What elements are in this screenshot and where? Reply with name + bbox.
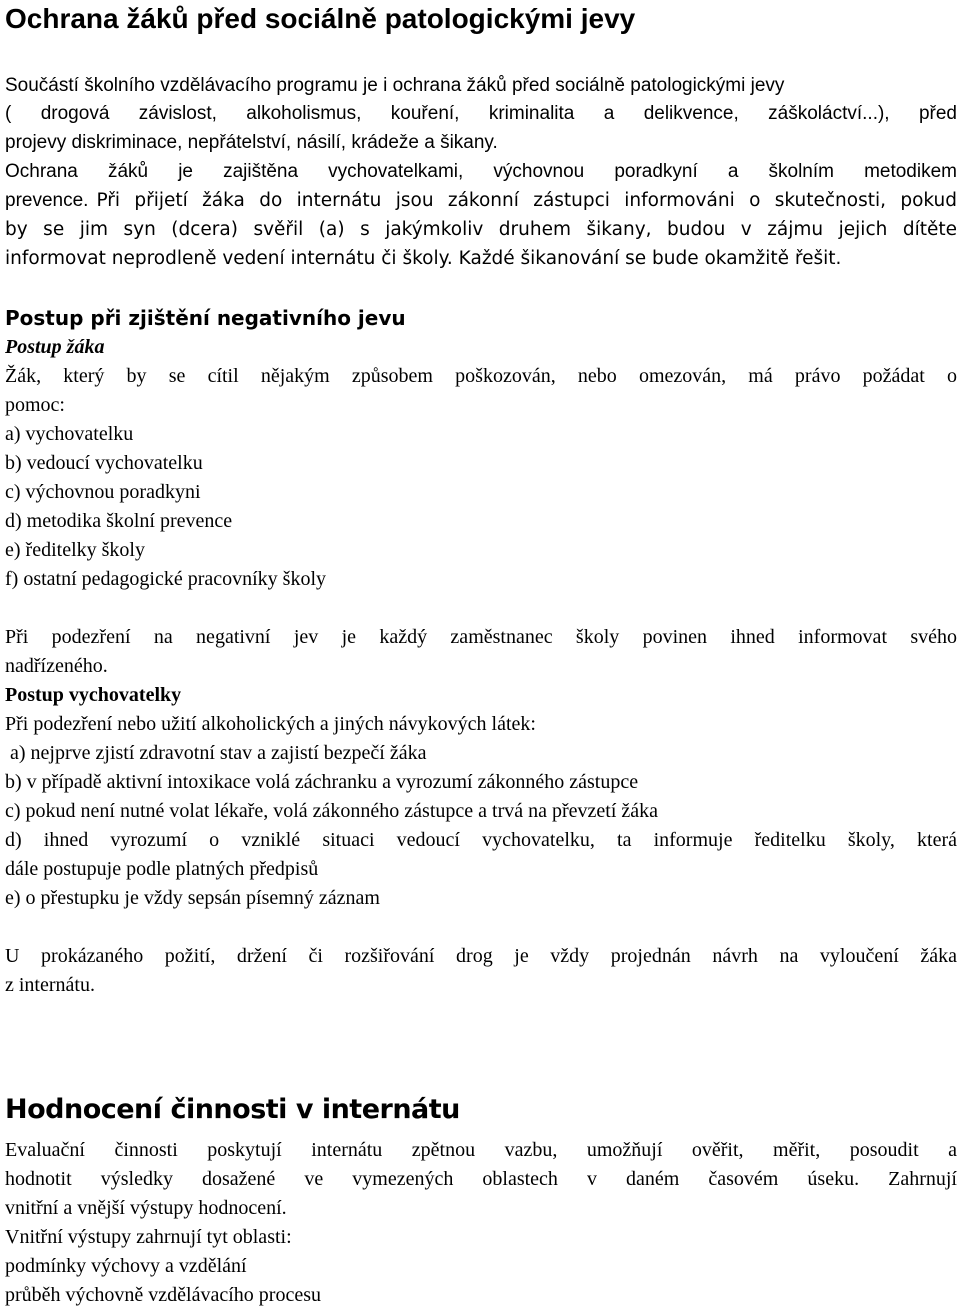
evaluation-line-4: Vnitřní výstupy zahrnují tyt oblasti: bbox=[5, 1226, 292, 1248]
evaluation-line-2: hodnotit výsledky dosažené ve vymezených oblastech v daném časovém úseku. Zahrnují bbox=[5, 1168, 957, 1190]
section-title-evaluation: Hodnocení činnosti v internátu bbox=[5, 1094, 460, 1125]
evaluation-line-1: Evaluační činnosti poskytují internátu zpětnou vazbu, umožňují ověřit, měřit, posoudit a bbox=[5, 1139, 957, 1161]
list-item: e) ředitelky školy bbox=[5, 539, 145, 561]
suspicion-line-1: Při podezření na negativní jev je každý zaměstnanec školy povinen ihned informovat svého bbox=[5, 626, 957, 648]
list-item: e) o přestupku je vždy sepsán písemný záznam bbox=[5, 887, 380, 909]
suspicion-line-2: nadřízeného. bbox=[5, 655, 108, 677]
list-item: c) pokud není nutné volat lékaře, volá zákonného zástupce a trvá na převzetí žáka bbox=[5, 800, 659, 822]
list-item: d) metodika školní prevence bbox=[5, 510, 233, 532]
procedure-heading: Postup při zjištění negativního jevu bbox=[5, 306, 406, 330]
intro-line-3: projevy diskriminace, nepřátelství, násilí, krádeže a šikany. bbox=[5, 132, 498, 153]
drugs-line-1: U prokázaného požití, držení či rozšiřování drog je vždy projednán návrh na vyloučení žáka bbox=[5, 945, 957, 967]
mixed-line bbox=[5, 186, 957, 215]
evaluation-line-6: průběh výchovně vzdělávacího procesu bbox=[5, 1284, 321, 1306]
list-item: dále postupuje podle platných předpisů bbox=[5, 858, 319, 880]
list-item: d) ihned vyrozumí o vzniklé situaci vedoucí vychovatelku, ta informuje ředitelku školy, která bbox=[5, 829, 957, 851]
list-item: b) vedoucí vychovatelku bbox=[5, 452, 203, 474]
intro-line-1: Součástí školního vzdělávacího programu je i ochrana žáků před sociálně patologickými jevy bbox=[5, 75, 785, 96]
drugs-line-2: z internátu. bbox=[5, 974, 95, 996]
list-item: a) vychovatelku bbox=[5, 423, 134, 445]
intro-line-4: Ochrana žáků je zajištěna vychovatelkami, výchovnou poradkyní a školním metodikem bbox=[5, 161, 957, 182]
list-item: c) výchovnou poradkyni bbox=[5, 481, 201, 503]
admission-line-2: by se jim syn (dcera) svěřil (a) s jakýmkoliv druhem šikany, budou v zájmu jejich dítěte bbox=[5, 219, 957, 240]
list-item: a) nejprve zjistí zdravotní stav a zajistí bezpečí žáka bbox=[5, 742, 427, 764]
educator-intro: Při podezření nebo užití alkoholických a jiných návykových látek: bbox=[5, 713, 536, 735]
list-item: f) ostatní pedagogické pracovníky školy bbox=[5, 568, 327, 590]
intro-line-5: prevence. bbox=[5, 190, 89, 211]
admission-line-3: informovat neprodleně vedení internátu či školy. Každé šikanování se bude okamžitě řešit. bbox=[5, 248, 842, 269]
student-procedure-heading: Postup žáka bbox=[5, 336, 105, 358]
evaluation-line-5: podmínky výchovy a vzdělání bbox=[5, 1255, 247, 1277]
educator-procedure-heading: Postup vychovatelky bbox=[5, 684, 182, 706]
student-text-line-2: pomoc: bbox=[5, 394, 65, 416]
student-text-line-1: Žák, který by se cítil nějakým způsobem poškozován, nebo omezován, má právo požádat o bbox=[5, 365, 957, 387]
intro-line-2: ( drogová závislost, alkoholismus, kouření, kriminalita a delikvence, záškoláctví...), před bbox=[5, 103, 957, 124]
list-item: b) v případě aktivní intoxikace volá záchranku a vyrozumí zákonného zástupce bbox=[5, 771, 639, 793]
section-title-protection: Ochrana žáků před sociálně patologickými jevy bbox=[5, 3, 636, 34]
admission-line-1: Při přijetí žáka do internátu jsou zákonní zástupci informováni o skutečnosti, pokud bbox=[96, 190, 957, 211]
evaluation-line-3: vnitřní a vnější výstupy hodnocení. bbox=[5, 1197, 287, 1219]
